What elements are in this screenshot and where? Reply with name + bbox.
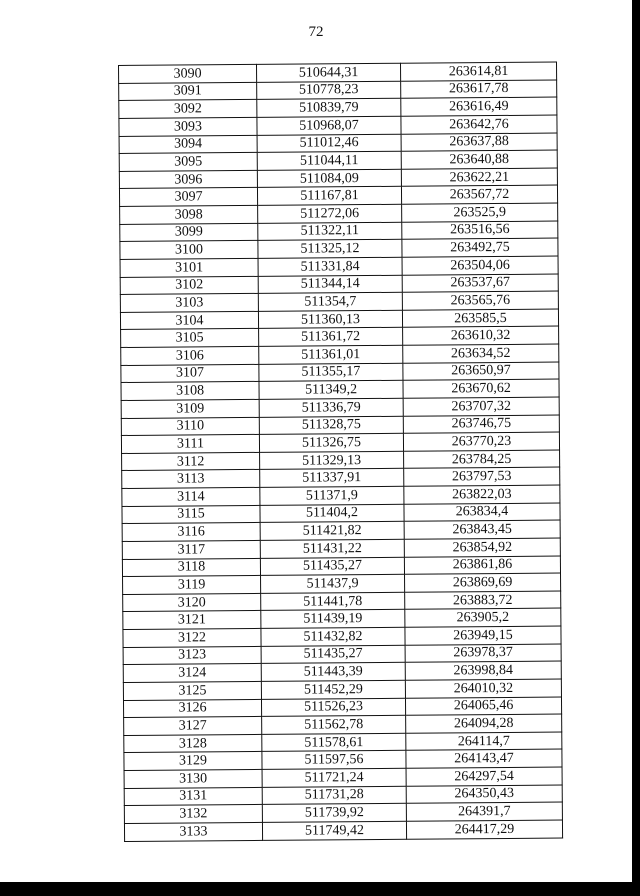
x-coordinate-cell: 511371,9 [260,486,404,505]
y-coordinate-cell: 264297,54 [406,767,562,786]
point-number-cell: 3130 [124,769,262,788]
point-number-cell: 3114 [122,487,260,506]
y-coordinate-cell: 264065,46 [405,697,561,716]
point-number-cell: 3110 [121,417,259,436]
y-coordinate-cell: 263640,88 [401,150,557,169]
x-coordinate-cell: 511326,75 [259,433,403,452]
coordinate-table-body [119,62,563,841]
y-coordinate-cell: 263617,78 [401,80,557,99]
x-coordinate-cell: 511167,81 [257,187,401,206]
table-row [124,820,562,841]
point-number-cell: 3121 [123,611,261,630]
x-coordinate-cell: 511431,22 [260,539,404,558]
point-number-cell: 3099 [120,223,258,242]
y-coordinate-cell: 263610,32 [403,326,559,345]
x-coordinate-cell: 511325,12 [258,240,402,259]
y-coordinate-cell: 264094,28 [406,714,562,733]
y-coordinate-cell: 264114,7 [406,732,562,751]
x-coordinate-cell: 511328,75 [259,416,403,435]
x-coordinate-cell: 511361,72 [259,328,403,347]
x-coordinate-cell: 511437,9 [261,574,405,593]
y-coordinate-cell: 263822,03 [404,485,560,504]
point-number-cell: 3101 [120,258,258,277]
y-coordinate-cell: 263650,97 [403,362,559,381]
x-coordinate-cell: 511329,13 [260,451,404,470]
x-coordinate-cell: 510968,07 [257,116,401,135]
y-coordinate-cell: 264391,7 [406,802,562,821]
y-coordinate-cell: 263797,53 [404,467,560,486]
point-number-cell: 3119 [123,576,261,595]
x-coordinate-cell: 511597,56 [262,751,406,770]
y-coordinate-cell: 263504,06 [402,256,558,275]
y-coordinate-cell: 263869,69 [405,573,561,592]
point-number-cell: 3103 [120,294,258,313]
x-coordinate-cell: 511354,7 [258,292,402,311]
y-coordinate-cell: 263770,23 [403,432,559,451]
point-number-cell: 3096 [119,170,257,189]
coordinate-table [118,62,563,842]
x-coordinate-cell: 510778,23 [257,81,401,100]
point-number-cell: 3093 [119,117,257,136]
x-coordinate-cell: 511435,27 [261,645,405,664]
y-coordinate-cell: 263834,4 [404,503,560,522]
x-coordinate-cell: 511272,06 [258,204,402,223]
point-number-cell: 3128 [124,734,262,753]
page-number: 72 [308,24,324,40]
y-coordinate-cell: 263883,72 [405,591,561,610]
point-number-cell: 3123 [123,646,261,665]
y-coordinate-cell: 263585,5 [402,309,558,328]
x-coordinate-cell: 511749,42 [262,821,406,840]
point-number-cell: 3102 [120,276,258,295]
point-number-cell: 3117 [122,540,260,559]
point-number-cell: 3090 [119,64,257,83]
x-coordinate-cell: 511421,82 [260,522,404,541]
y-coordinate-cell: 263746,75 [403,415,559,434]
x-coordinate-cell: 510644,31 [256,63,400,82]
x-coordinate-cell: 511322,11 [258,222,402,241]
y-coordinate-cell: 263670,62 [403,379,559,398]
x-coordinate-cell: 511435,27 [260,557,404,576]
x-coordinate-cell: 511526,23 [261,698,405,717]
x-coordinate-cell: 511344,14 [258,275,402,294]
y-coordinate-cell: 263998,84 [405,661,561,680]
coordinate-table-wrapper [118,62,562,842]
y-coordinate-cell: 263525,9 [402,203,558,222]
x-coordinate-cell: 511084,09 [257,169,401,188]
y-coordinate-cell: 263634,52 [403,344,559,363]
x-coordinate-cell: 511731,28 [262,786,406,805]
point-number-cell: 3091 [119,82,257,101]
y-coordinate-cell: 264010,32 [405,679,561,698]
point-number-cell: 3106 [121,346,259,365]
y-coordinate-cell: 264350,43 [406,785,562,804]
x-coordinate-cell: 511721,24 [262,768,406,787]
x-coordinate-cell: 511337,91 [260,469,404,488]
x-coordinate-cell: 511361,01 [259,345,403,364]
point-number-cell: 3108 [121,382,259,401]
x-coordinate-cell: 511360,13 [258,310,402,329]
point-number-cell: 3100 [120,241,258,260]
x-coordinate-cell: 511336,79 [259,398,403,417]
x-coordinate-cell: 510839,79 [257,99,401,118]
y-coordinate-cell: 263707,32 [403,397,559,416]
x-coordinate-cell: 511355,17 [259,363,403,382]
y-coordinate-cell: 263516,56 [402,221,558,240]
point-number-cell: 3133 [124,822,262,841]
y-coordinate-cell: 263843,45 [404,520,560,539]
point-number-cell: 3124 [123,664,261,683]
x-coordinate-cell: 511452,29 [261,680,405,699]
point-number-cell: 3125 [123,681,261,700]
y-coordinate-cell: 263614,81 [400,62,556,81]
point-number-cell: 3126 [123,699,261,718]
x-coordinate-cell: 511441,78 [261,592,405,611]
y-coordinate-cell: 263565,76 [402,291,558,310]
point-number-cell: 3105 [121,329,259,348]
y-coordinate-cell: 263642,76 [401,115,557,134]
point-number-cell: 3092 [119,100,257,119]
point-number-cell: 3098 [120,205,258,224]
point-number-cell: 3095 [119,153,257,172]
x-coordinate-cell: 511578,61 [262,733,406,752]
point-number-cell: 3104 [120,311,258,330]
point-number-cell: 3107 [121,364,259,383]
y-coordinate-cell: 264143,47 [406,749,562,768]
point-number-cell: 3129 [124,752,262,771]
point-number-cell: 3118 [122,558,260,577]
y-coordinate-cell: 263905,2 [405,608,561,627]
y-coordinate-cell: 263637,88 [401,133,557,152]
y-coordinate-cell: 263537,67 [402,274,558,293]
point-number-cell: 3097 [119,188,257,207]
point-number-cell: 3127 [124,717,262,736]
x-coordinate-cell: 511439,19 [261,610,405,629]
point-number-cell: 3132 [124,805,262,824]
y-coordinate-cell: 263978,37 [405,644,561,663]
x-coordinate-cell: 511443,39 [261,663,405,682]
point-number-cell: 3116 [122,523,260,542]
x-coordinate-cell: 511739,92 [262,804,406,823]
x-coordinate-cell: 511012,46 [257,134,401,153]
y-coordinate-cell: 263492,75 [402,238,558,257]
x-coordinate-cell: 511331,84 [258,257,402,276]
point-number-cell: 3094 [119,135,257,154]
point-number-cell: 3115 [122,505,260,524]
point-number-cell: 3131 [124,787,262,806]
point-number-cell: 3122 [123,628,261,647]
point-number-cell: 3120 [123,593,261,612]
y-coordinate-cell: 263622,21 [401,168,557,187]
y-coordinate-cell: 264417,29 [406,820,562,839]
x-coordinate-cell: 511044,11 [257,151,401,170]
point-number-cell: 3111 [121,435,259,454]
x-coordinate-cell: 511432,82 [261,627,405,646]
y-coordinate-cell: 263784,25 [404,450,560,469]
y-coordinate-cell: 263861,86 [404,556,560,575]
x-coordinate-cell: 511349,2 [259,381,403,400]
point-number-cell: 3113 [122,470,260,489]
y-coordinate-cell: 263854,92 [404,538,560,557]
point-number-cell: 3112 [122,452,260,471]
x-coordinate-cell: 511562,78 [262,715,406,734]
y-coordinate-cell: 263616,49 [401,97,557,116]
y-coordinate-cell: 263949,15 [405,626,561,645]
y-coordinate-cell: 263567,72 [401,185,557,204]
x-coordinate-cell: 511404,2 [260,504,404,523]
point-number-cell: 3109 [121,399,259,418]
